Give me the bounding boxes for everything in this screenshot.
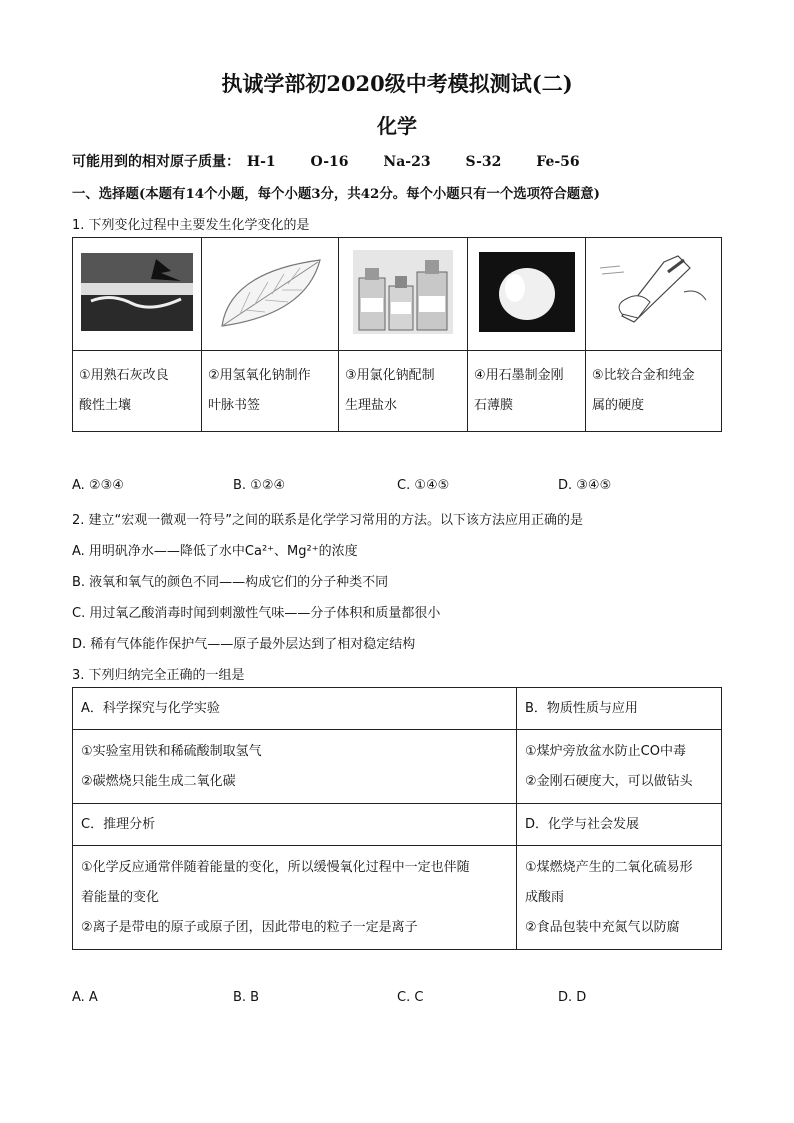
atomic-mass-item: H-1	[246, 154, 276, 170]
caption-line: 生理盐水	[345, 398, 398, 413]
q1-table	[72, 237, 722, 432]
q3-cell-b-head: B．物质性质与应用	[517, 688, 722, 730]
q1-option-caption	[73, 351, 202, 432]
q1-option-caption	[468, 351, 586, 432]
q3-stem: 3. 下列归纳完全正确的一组是	[72, 668, 245, 683]
q1-stem: 1. 下列变化过程中主要发生化学变化的是	[72, 218, 310, 233]
caption-line: 属的硬度	[592, 398, 645, 413]
q2-option-c[interactable]: C. 用过氧乙酸消毒时闻到刺激性气味——分子体积和质量都很小	[72, 606, 441, 621]
q3-item: ①煤燃烧产生的二氧化硫易形	[525, 859, 693, 875]
q2-option-b[interactable]: B. 液氧和氧气的颜色不同——构成它们的分子种类不同	[72, 575, 389, 590]
q1-cell-image	[73, 238, 202, 351]
q1-option-a[interactable]: A. ②③④	[72, 478, 124, 493]
q1-cell-image	[202, 238, 339, 351]
q3-item: ②离子是带电的原子或原子团，因此带电的粒子一定是离子	[81, 919, 418, 935]
caption-line: 石薄膜	[474, 398, 514, 413]
atomic-mass-label: 可能用到的相对原子质量：	[72, 154, 240, 170]
scratch-image	[594, 252, 714, 332]
caption-line: ①用熟石灰改良	[79, 368, 169, 383]
q1-option-c[interactable]: C. ①④⑤	[397, 478, 450, 493]
caption-line: ③用氯化钠配制	[345, 368, 435, 383]
q3-cell-d-body	[517, 846, 722, 950]
q3-cell-c-body	[73, 846, 517, 950]
q3-option-d[interactable]: D. D	[558, 990, 587, 1005]
leaf-image	[210, 252, 330, 332]
q1-option-caption	[586, 351, 722, 432]
caption-line: ④用石墨制金刚	[474, 368, 564, 383]
q2-option-a[interactable]: A. 用明矾净水——降低了水中Ca²⁺、Mg²⁺的浓度	[72, 544, 358, 559]
bottles-image	[353, 250, 453, 334]
q3-item: 着能量的变化	[81, 889, 160, 905]
atomic-mass-item: Fe-56	[536, 154, 580, 170]
q1-option-caption	[202, 351, 339, 432]
q3-table	[72, 687, 722, 950]
atomic-mass-item: Na-23	[383, 154, 431, 170]
caption-line: 酸性土壤	[79, 398, 132, 413]
q1-cell-image	[339, 238, 468, 351]
q2-stem: 2. 建立“宏观一微观一符号”之间的联系是化学学习常用的方法。以下该方法应用正确的是	[72, 513, 584, 528]
q3-cell-a-body	[73, 730, 517, 804]
q1-option-d[interactable]: D. ③④⑤	[558, 478, 612, 493]
q3-cell-a-head: A．科学探究与化学实验	[73, 688, 517, 730]
caption-line: ②用氢氧化钠制作	[208, 368, 311, 383]
q3-cell-b-body	[517, 730, 722, 804]
disc-image	[479, 252, 575, 332]
caption-line: ⑤比较合金和纯金	[592, 368, 695, 383]
q3-item: 成酸雨	[525, 889, 565, 905]
q3-option-c[interactable]: C. C	[397, 990, 424, 1005]
atomic-mass-line	[72, 151, 580, 171]
q3-item: ①化学反应通常伴随着能量的变化，所以缓慢氧化过程中一定也伴随	[81, 859, 470, 875]
landscape-image	[81, 253, 193, 331]
page-subtitle: 化学	[377, 114, 417, 138]
q3-item: ②碳燃烧只能生成二氧化碳	[81, 773, 236, 789]
q2-option-d[interactable]: D. 稀有气体能作保护气——原子最外层达到了相对稳定结构	[72, 637, 416, 652]
q3-cell-d-head: D．化学与社会发展	[517, 804, 722, 846]
section-heading: 一、选择题(本题有14个小题，每个小题3分，共42分。每个小题只有一个选项符合题意)	[72, 186, 600, 202]
q3-item: ①煤炉旁放盆水防止CO中毒	[525, 743, 686, 759]
atomic-mass-item: O-16	[310, 154, 349, 170]
q3-cell-c-head: C．推理分析	[73, 804, 517, 846]
q3-option-b[interactable]: B. B	[233, 990, 260, 1005]
q1-cell-image	[586, 238, 722, 351]
atomic-mass-item: S-32	[465, 154, 502, 170]
q3-item: ②金刚石硬度大，可以做钻头	[525, 773, 693, 789]
q3-option-a[interactable]: A. A	[72, 990, 98, 1005]
caption-line: 叶脉书签	[208, 398, 261, 413]
q1-option-b[interactable]: B. ①②④	[233, 478, 286, 493]
q1-option-caption	[339, 351, 468, 432]
q1-cell-image	[468, 238, 586, 351]
q3-item: ②食品包装中充氮气以防腐	[525, 919, 680, 935]
page-title: 执诚学部初2020级中考模拟测试(二)	[221, 71, 573, 96]
q3-item: ①实验室用铁和稀硫酸制取氢气	[81, 743, 262, 759]
